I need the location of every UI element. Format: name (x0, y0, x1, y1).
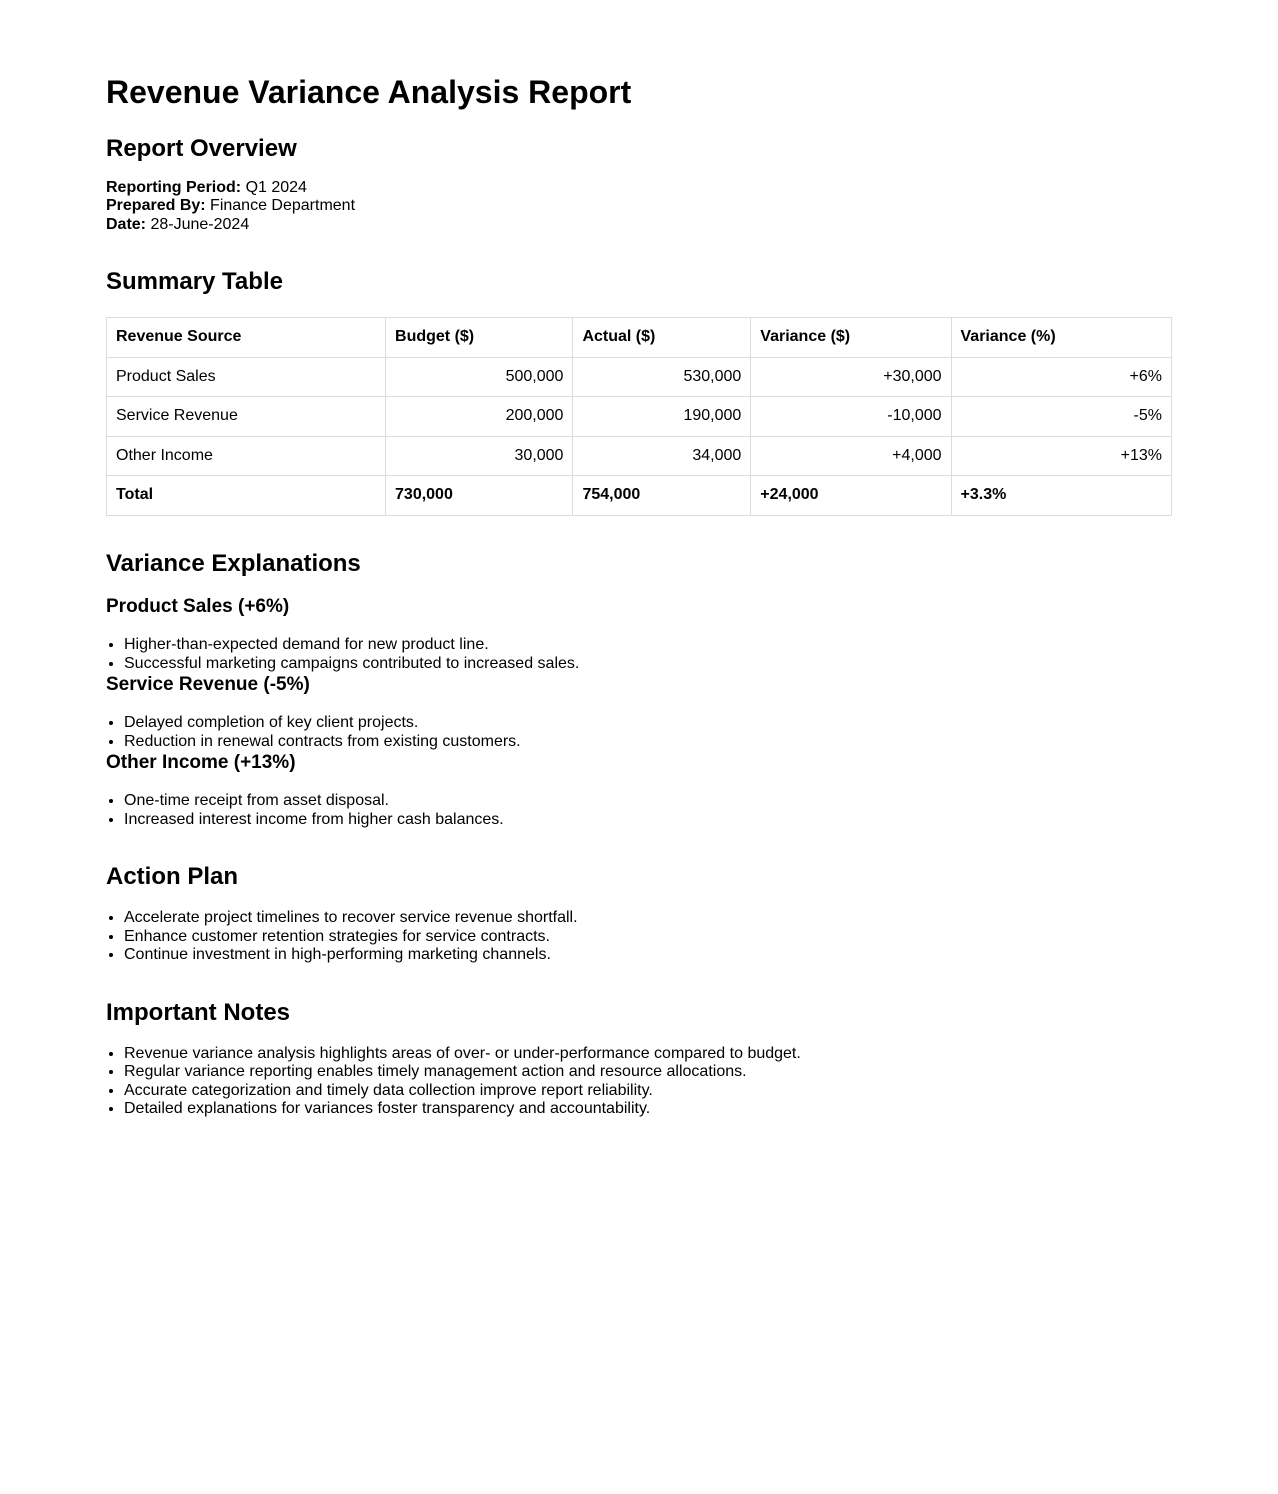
list-item: • Continue investment in high-performing marketing channels. (124, 946, 1172, 965)
list-item: • Higher-than-expected demand for new product line. (124, 636, 1172, 655)
cell-total-label: Total (107, 476, 386, 516)
cell-total-budget: 730,000 (386, 476, 573, 516)
list-item: • Revenue variance analysis highlights areas of over- or under-performance compared to budget. (124, 1045, 1172, 1064)
cell-variance-percent: +13% (951, 436, 1171, 476)
section-heading-report-overview: Report Overview (106, 134, 297, 162)
bullet-list-product-sales (106, 636, 1172, 673)
meta-reporting-period (106, 179, 1172, 198)
section-heading-summary-table: Summary Table (106, 268, 283, 296)
list-item: • Reduction in renewal contracts from existing customers. (124, 733, 1172, 752)
meta-reporting-period-value: Q1 2024 (245, 178, 307, 196)
cell-revenue-source: Service Revenue (107, 397, 386, 437)
meta-prepared-by-label: Prepared By: (106, 197, 206, 215)
list-item: • Detailed explanations for variances foster transparency and accountability. (124, 1100, 1172, 1119)
cell-variance-dollar: -10,000 (751, 397, 951, 437)
cell-revenue-source: Product Sales (107, 357, 386, 397)
cell-budget: 200,000 (386, 397, 573, 437)
cell-budget: 500,000 (386, 357, 573, 397)
cell-actual: 34,000 (573, 436, 751, 476)
meta-date-value: 28-June-2024 (150, 215, 250, 233)
report-page (106, 0, 1172, 1494)
summary-table (106, 317, 1172, 516)
column-header-variance-percent: Variance (%) (951, 318, 1171, 358)
cell-actual: 190,000 (573, 397, 751, 437)
list-item: • Delayed completion of key client projects. (124, 714, 1172, 733)
cell-total-variance-percent: +3.3% (951, 476, 1171, 516)
section-heading-important-notes: Important Notes (106, 998, 291, 1026)
list-item: • Increased interest income from higher cash balances. (124, 811, 1172, 830)
bullet-list-action-plan (106, 909, 1172, 965)
list-item: • Enhance customer retention strategies for service contracts. (124, 928, 1172, 947)
meta-prepared-by (106, 197, 1172, 216)
list-item: • Successful marketing campaigns contributed to increased sales. (124, 655, 1172, 674)
list-item: • Accelerate project timelines to recover service revenue shortfall. (124, 909, 1172, 928)
table-row (107, 436, 1172, 476)
meta-date (106, 216, 1172, 235)
meta-prepared-by-value: Finance Department (210, 197, 356, 215)
bullet-list-other-income (106, 792, 1172, 829)
column-header-variance-dollar: Variance ($) (751, 318, 951, 358)
bullet-list-service-revenue (106, 714, 1172, 751)
subsection-heading-product-sales: Product Sales (+6%) (106, 596, 290, 618)
table-row (107, 357, 1172, 397)
cell-budget: 30,000 (386, 436, 573, 476)
list-item: • One-time receipt from asset disposal. (124, 792, 1172, 811)
cell-total-actual: 754,000 (573, 476, 751, 516)
page-title: Revenue Variance Analysis Report (106, 74, 632, 110)
table-total-row (107, 476, 1172, 516)
list-item: • Regular variance reporting enables timely management action and resource allocations. (124, 1063, 1172, 1082)
cell-variance-dollar: +30,000 (751, 357, 951, 397)
bullet-list-important-notes (106, 1045, 1172, 1119)
column-header-revenue-source: Revenue Source (107, 318, 386, 358)
section-heading-action-plan: Action Plan (106, 863, 239, 891)
cell-variance-dollar: +4,000 (751, 436, 951, 476)
section-heading-variance-explanations: Variance Explanations (106, 549, 361, 577)
report-metadata (106, 179, 1172, 235)
cell-revenue-source: Other Income (107, 436, 386, 476)
subsection-heading-other-income: Other Income (+13%) (106, 752, 296, 774)
cell-variance-percent: -5% (951, 397, 1171, 437)
list-item: • Accurate categorization and timely data collection improve report reliability. (124, 1082, 1172, 1101)
cell-total-variance-dollar: +24,000 (751, 476, 951, 516)
column-header-actual: Actual ($) (573, 318, 751, 358)
table-row (107, 397, 1172, 437)
cell-actual: 530,000 (573, 357, 751, 397)
meta-reporting-period-label: Reporting Period: (106, 178, 242, 196)
meta-date-label: Date: (106, 215, 147, 233)
cell-variance-percent: +6% (951, 357, 1171, 397)
subsection-heading-service-revenue: Service Revenue (-5%) (106, 674, 310, 696)
table-header-row (107, 318, 1172, 358)
column-header-budget: Budget ($) (386, 318, 573, 358)
